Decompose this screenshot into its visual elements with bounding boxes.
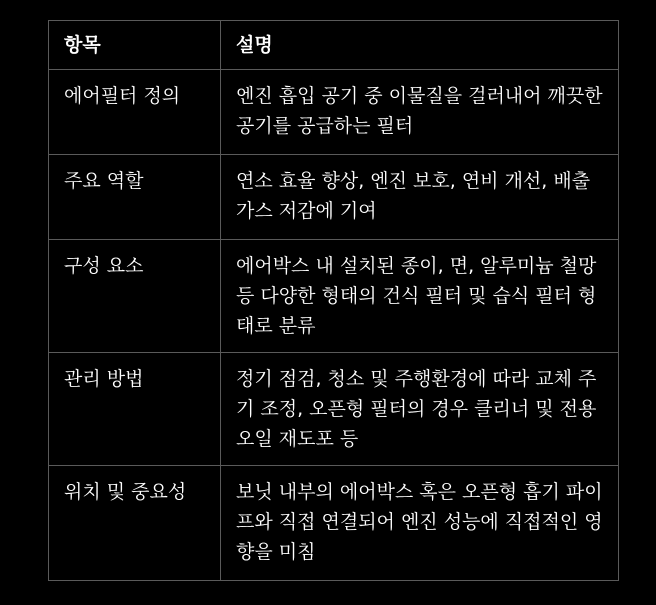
row-description: 연소 효율 향상, 엔진 보호, 연비 개선, 배출가스 저감에 기여 bbox=[221, 155, 619, 240]
header-description: 설명 bbox=[221, 21, 619, 70]
row-description: 엔진 흡입 공기 중 이물질을 걸러내어 깨끗한 공기를 공급하는 필터 bbox=[221, 70, 619, 155]
table-row bbox=[49, 353, 619, 466]
row-item-label: 구성 요소 bbox=[49, 240, 221, 353]
table-row bbox=[49, 70, 619, 155]
air-filter-info-table bbox=[48, 20, 619, 581]
table-row bbox=[49, 155, 619, 240]
row-item-label: 관리 방법 bbox=[49, 353, 221, 466]
row-description: 에어박스 내 설치된 종이, 면, 알루미늄 철망 등 다양한 형태의 건식 필터 및 습식 필터 형태로 분류 bbox=[221, 240, 619, 353]
header-item: 항목 bbox=[49, 21, 221, 70]
row-description: 보닛 내부의 에어박스 혹은 오픈형 흡기 파이프와 직접 연결되어 엔진 성능에 직접적인 영향을 미침 bbox=[221, 466, 619, 581]
table-row bbox=[49, 240, 619, 353]
info-table-container bbox=[48, 20, 618, 581]
row-item-label: 위치 및 중요성 bbox=[49, 466, 221, 581]
table-row bbox=[49, 466, 619, 581]
row-item-label: 주요 역할 bbox=[49, 155, 221, 240]
row-description: 정기 점검, 청소 및 주행환경에 따라 교체 주기 조정, 오픈형 필터의 경우 클리너 및 전용 오일 재도포 등 bbox=[221, 353, 619, 466]
table-header-row bbox=[49, 21, 619, 70]
row-item-label: 에어필터 정의 bbox=[49, 70, 221, 155]
